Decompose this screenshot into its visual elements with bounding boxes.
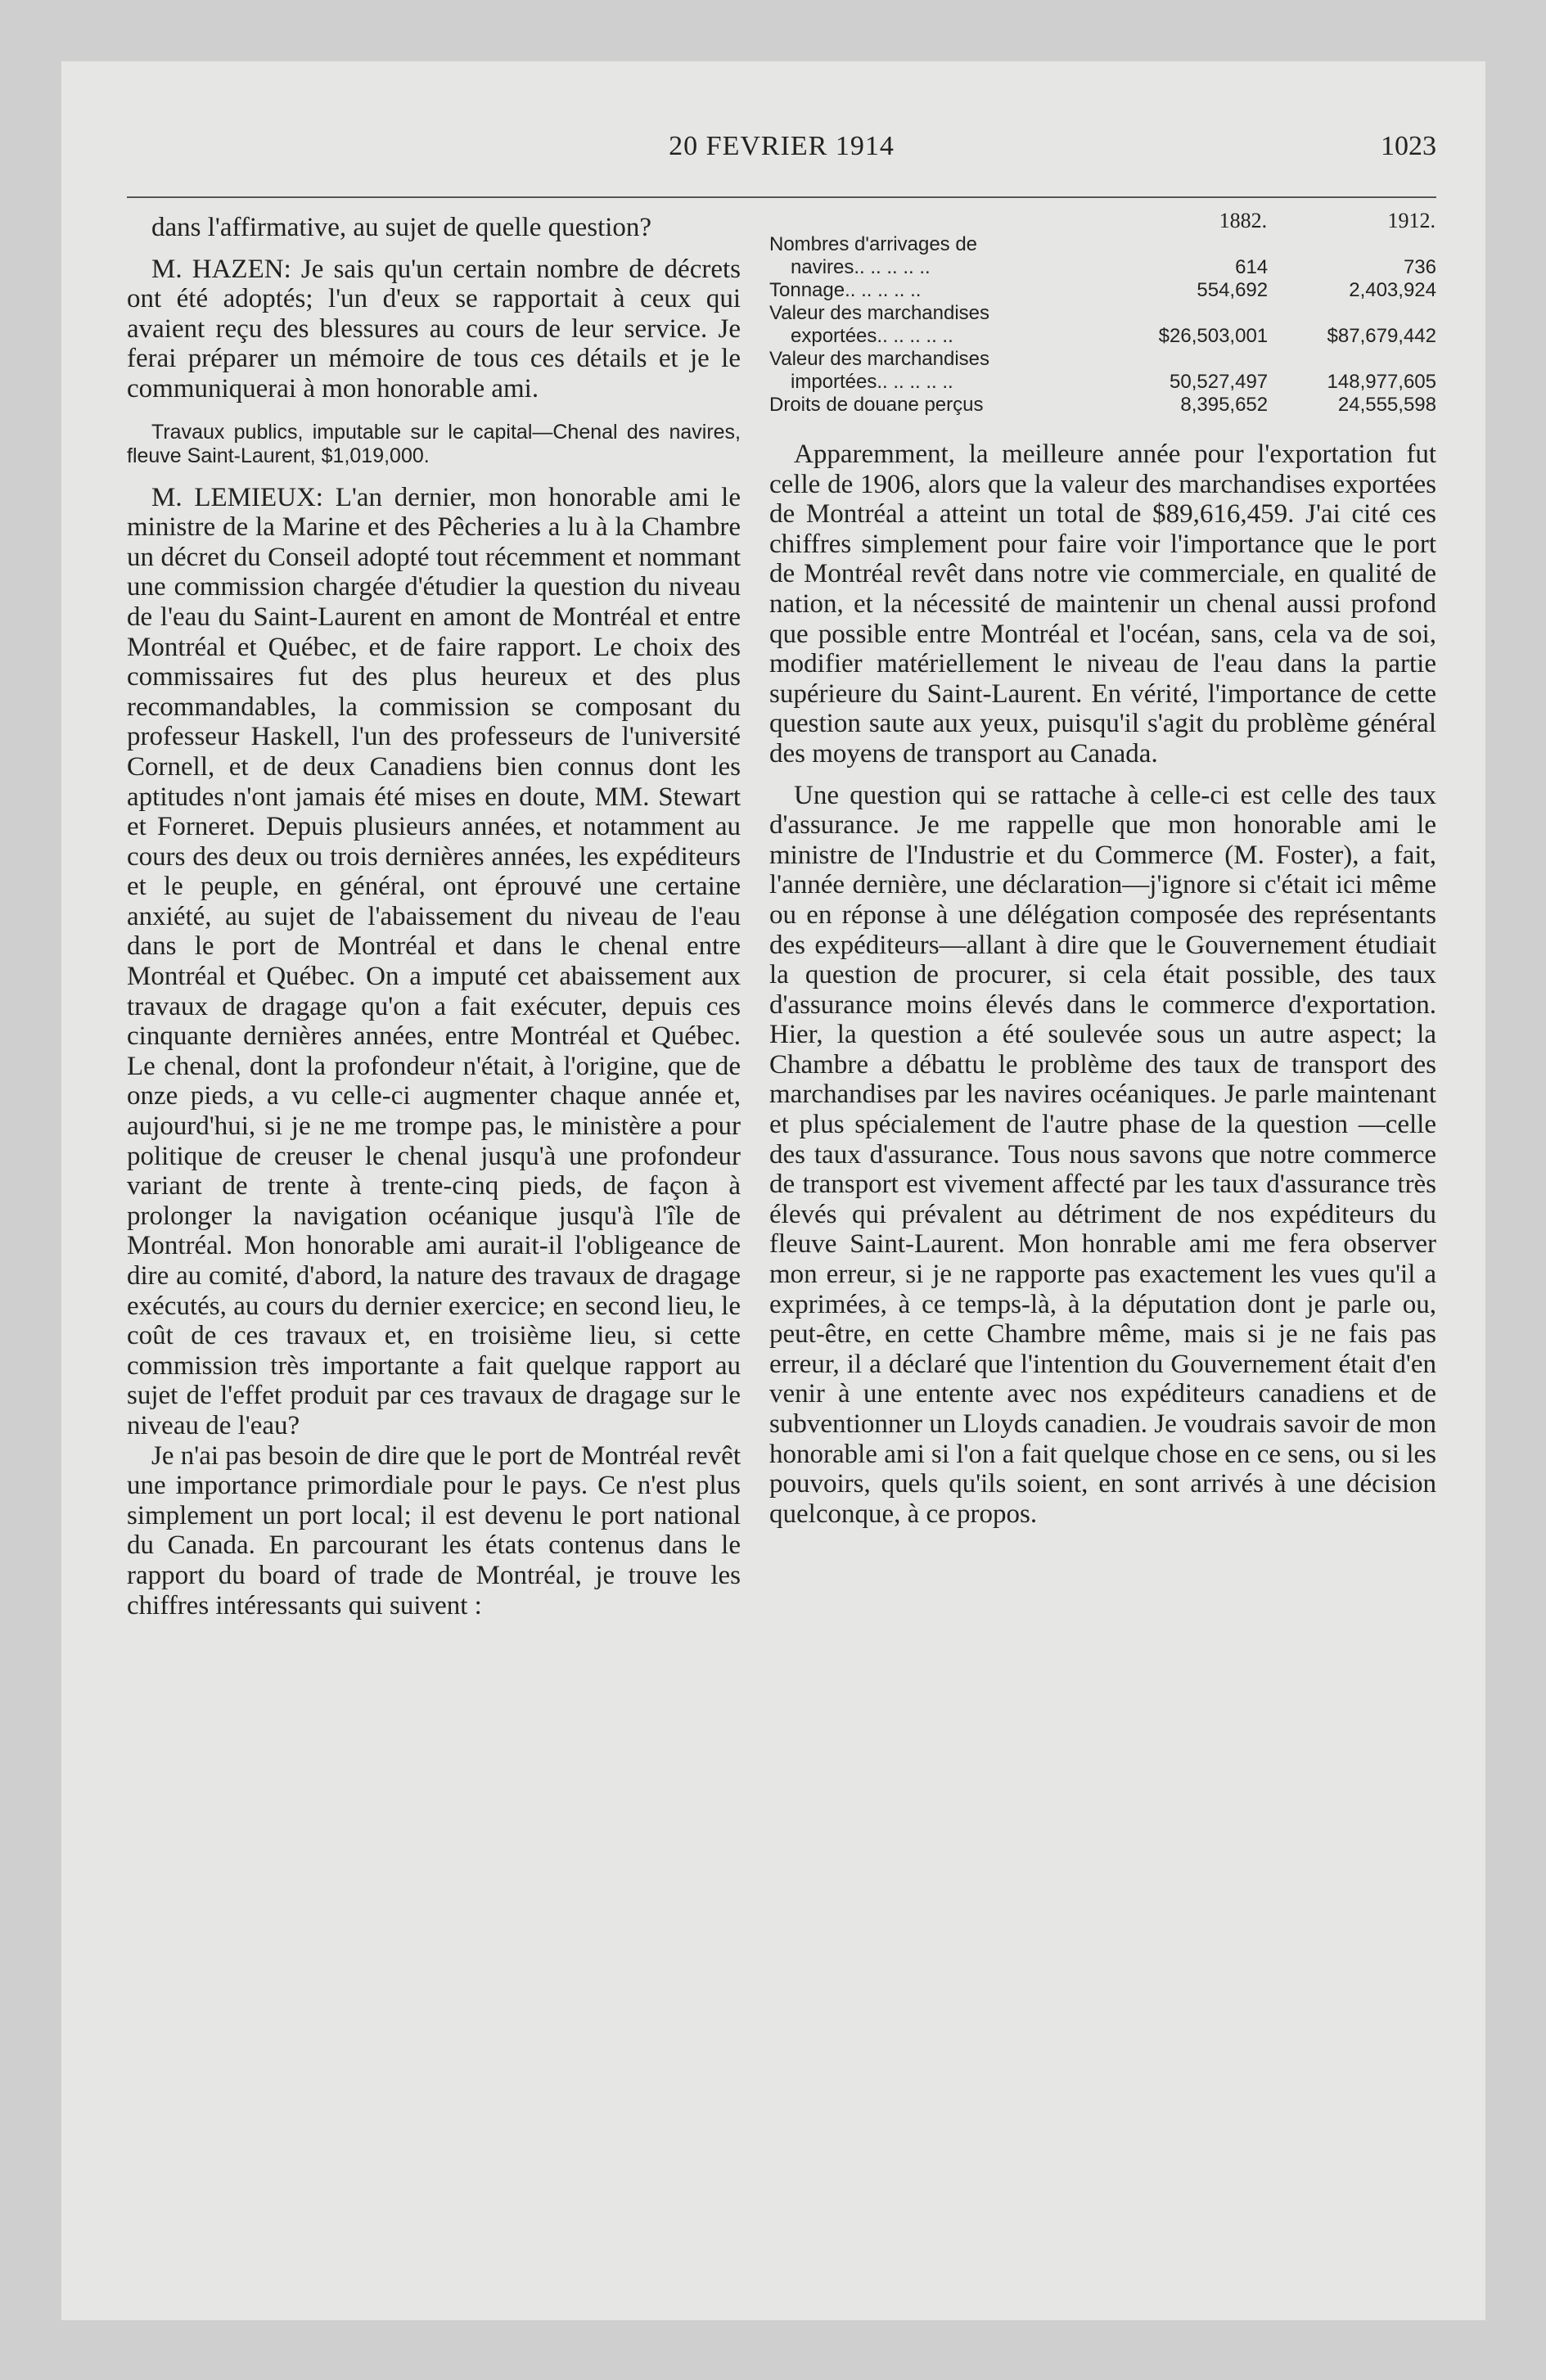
row-label: Tonnage.. .. .. .. .. xyxy=(769,279,922,301)
paragraph: Je n'ai pas besoin de dire que le port de Montréal revêt une importance primordiale pour le pays. Ce n'est plus simplement un port local; il est devenu le port national du Canada. En parcourant les états contenus dans le rapport du board of trade de Montréal, je trouve les chiffres intéressants qui suivent : xyxy=(127,1440,741,1620)
paragraph-lemieux xyxy=(127,483,741,1441)
cell-value: 736 xyxy=(1403,256,1436,278)
row-label: navires.. .. .. .. .. xyxy=(791,256,931,278)
table-row xyxy=(769,233,1436,256)
table-row xyxy=(769,371,1436,394)
column-header-year: 1882. xyxy=(1219,209,1268,232)
cell-value: 2,403,924 xyxy=(1349,279,1436,301)
row-label: exportées.. .. .. .. .. xyxy=(791,325,953,347)
page xyxy=(61,61,1485,2320)
port-statistics-table xyxy=(769,209,1436,417)
cell-value: 148,977,605 xyxy=(1327,371,1436,393)
speech-text: L'an dernier, mon honorable ami le ministre de la Marine et des Pêcheries a lu à la Chambre un décret du Conseil adopté tout récemment et nommant une commission chargée d'étudier la question du niveau de l'eau du Saint-Laurent en amont de Montréal et entre Montréal et Québec, et de faire rapport. Le choix des commissaires fut des plus heureux et des plus recommandables, la commission se composant du professeur Haskell, l'un des professeurs de l'université Cornell, et de deux Canadiens bien connus dont les aptitudes n'ont jamais été mises en doute, MM. Stewart et Forneret. Depuis plusieurs années, et notamment au cours des deux ou trois dernières années, les expéditeurs et le peuple, en général, ont éprouvé une certaine anxiété, au sujet de l'abaissement du niveau de l'eau dans le port de Montréal et dans le chenal entre Montréal et Québec. On a imputé cet abaissement aux travaux de dragage qu'on a fait exécuter, depuis ces cinquante dernières années, entre Montréal et Québec. Le chenal, dont la profondeur n'était, à l'origine, que de onze pieds, a vu celle-ci augmenter chaque année et, aujourd'hui, si je ne me trompe pas, le ministère a pour politique de creuser le chenal jusqu'à une profondeur variant de trente à trente-cinq pieds, de façon à prolonger la navigation océanique jusqu'à l'île de Montréal. Mon honorable ami aurait-il l'obligeance de dire au comité, d'abord, la nature des travaux de dragage exécutés, au cours du dernier exercice; en second lieu, le coût de ces travaux et, en troisième lieu, si cette commission très importante a fait quelque rapport au sujet de l'effet produit par ces travaux de dragage sur le niveau de l'eau? xyxy=(127,482,741,1440)
cell-value: 24,555,598 xyxy=(1337,394,1436,416)
left-column xyxy=(127,213,741,1620)
table-row xyxy=(769,256,1436,279)
cell-value: $87,679,442 xyxy=(1327,325,1436,347)
cell-value: $26,503,001 xyxy=(1158,325,1269,347)
table-row xyxy=(769,394,1436,417)
page-header xyxy=(127,131,1436,164)
row-label: Droits de douane perçus xyxy=(769,394,984,416)
column-header-year: 1912. xyxy=(1387,209,1436,232)
page-number: 1023 xyxy=(1381,131,1436,161)
header-date: 20 FEVRIER 1914 xyxy=(669,131,895,161)
row-label: Nombres d'arrivages de xyxy=(769,233,978,255)
table-row xyxy=(769,325,1436,348)
row-label: Valeur des marchandises xyxy=(769,348,990,370)
cell-value: 8,395,652 xyxy=(1180,394,1269,416)
right-column xyxy=(769,209,1436,1529)
budget-item-notice: Travaux publics, imputable sur le capital—Chenal des navires, fleuve Saint-Laurent, $1,019,000. xyxy=(127,420,741,467)
table-row xyxy=(769,348,1436,371)
paragraph: Une question qui se rattache à celle-ci est celle des taux d'assurance. Je me rappelle que mon honorable ami le ministre de l'Industrie et du Commerce (M. Foster), a fait, l'année dernière, une déclaration—j'ignore si c'était ici même ou en réponse à une délégation composée des représentants des expéditeurs—allant à dire que le Gouvernement étudiait la question de procurer, si cela était possible, des taux d'assurance moins élevés dans le commerce d'exportation. Hier, la question a été soulevée sous un autre aspect; la Chambre a débattu le problème des taux de transport des marchandises par les navires océaniques. Je parle maintenant et plus spécialement de l'autre phase de la question —celle des taux d'assurance. Tous nous savons que notre commerce de transport est vivement affecté par les taux d'assurance très élevés qui prévalent au détriment de nos expéditeurs du fleuve Saint-Laurent. Mon honrable ami me fera observer mon erreur, si je ne rapporte pas exactement les vues qu'il a exprimées, à ce temps-là, à la députation dont je parle ou, peut-être, en cette Chambre même, mais si je ne fais pas erreur, il a déclaré que l'intention du Gouvernement était d'en venir à une entente avec nos expéditeurs canadiens et de subventionner un Lloyds canadien. Je voudrais savoir de mon honorable ami si l'on a fait quelque chose en ce sens, ou si les pouvoirs, quels qu'ils soient, en sont arrivés à une décision quelconque, à ce propos. xyxy=(769,780,1436,1529)
paragraph: dans l'affirmative, au sujet de quelle question? xyxy=(151,213,652,242)
speaker-name: M. HAZEN: xyxy=(151,254,291,284)
cell-value: 614 xyxy=(1235,256,1269,278)
paragraph-hazen xyxy=(127,255,741,404)
speaker-name: M. LEMIEUX: xyxy=(151,482,323,512)
cell-value: 50,527,497 xyxy=(1170,371,1269,393)
paragraph: Apparemment, la meilleure année pour l'exportation fut celle de 1906, alors que la valeur des marchandises exportées de Montréal a atteint un total de $89,616,459. J'ai cité ces chiffres simplement pour faire voir l'importance que le port de Montréal revêt dans notre vie commerciale, en qualité de nation, et la nécessité de maintenir un chenal aussi profond que possible entre Montréal et l'océan, sans, cela va de soi, modifier matériellement le niveau de l'eau dans la partie supérieure du Saint-Laurent. En vérité, l'importance de cette question saute aux yeux, puisqu'il s'agit du problème général des moyens de transport au Canada. xyxy=(769,439,1436,769)
table-header-row xyxy=(769,209,1436,233)
cell-value: 554,692 xyxy=(1197,279,1269,301)
table-row xyxy=(769,279,1436,302)
row-label: Valeur des marchandises xyxy=(769,302,990,324)
speech-text: Je sais qu'un certain nombre de décrets ont été adoptés; l'un d'eux se rapportait à ceux qui avaient reçu des blessures au cours de leur service. Je ferai préparer un mémoire de tous ces détails et je le communiquerai à mon honorable ami. xyxy=(127,254,741,403)
table-row xyxy=(769,302,1436,325)
header-rule xyxy=(127,196,1436,198)
row-label: importées.. .. .. .. .. xyxy=(791,371,953,393)
